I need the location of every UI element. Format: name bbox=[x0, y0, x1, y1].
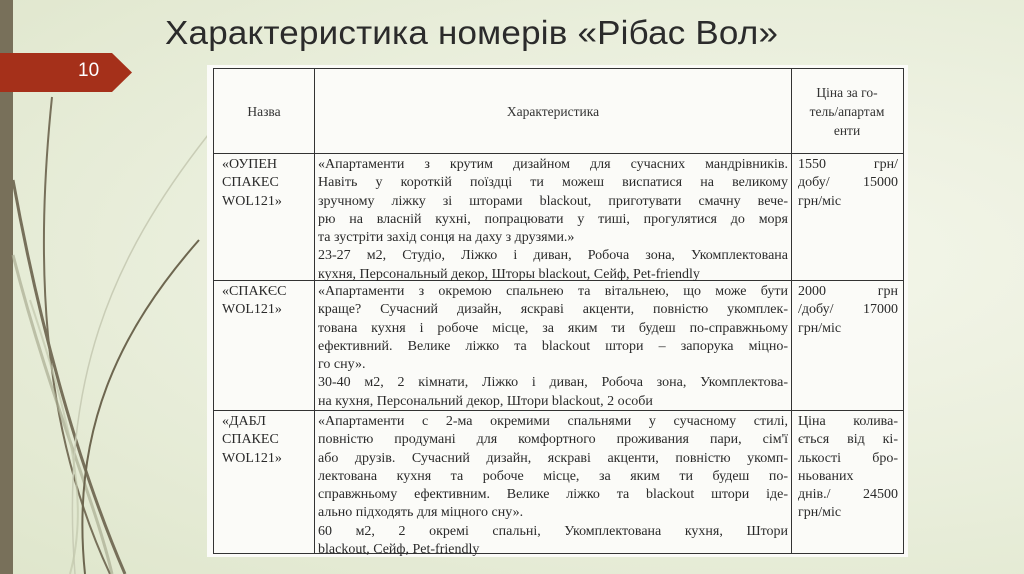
room-name-line: СПАКЕС bbox=[222, 175, 279, 191]
room-name bbox=[222, 156, 310, 211]
room-description bbox=[318, 283, 788, 411]
slide-number: 10 bbox=[78, 60, 100, 81]
room-description-line: справжньому ефективним. Велике ліжко та blackout штори іде- bbox=[318, 487, 788, 503]
room-price-line: лькості бро- bbox=[798, 450, 898, 466]
room-price-line: /добу/ 17000 bbox=[798, 302, 898, 318]
room-price bbox=[798, 283, 898, 338]
room-price-line: грн/міс bbox=[798, 505, 842, 521]
room-description-line: Навіть у короткій поїздці ти можеш виспатися на великому bbox=[318, 175, 788, 191]
room-description-line: «Апартаменти з крутим дизайном для сучасних мандрівників. bbox=[318, 157, 788, 172]
rooms-table bbox=[213, 68, 904, 558]
room-price-line: добу/ 15000 bbox=[798, 175, 898, 191]
room-name-line: WOL121» bbox=[222, 450, 282, 466]
room-name bbox=[222, 283, 310, 320]
room-name-line: «ДАБЛ bbox=[222, 414, 266, 429]
room-price-line: грн/міс bbox=[798, 320, 842, 336]
header-price bbox=[792, 83, 902, 140]
room-description-line: та зустріти захід сонця на даху з друзями.» bbox=[318, 230, 575, 246]
room-price-line: днів./ 24500 bbox=[798, 487, 898, 503]
room-description-line: blackout, Сейф, Pet-friendly bbox=[318, 542, 480, 558]
room-description-line: кухня, Персональный декор, Шторы blackout, Сейф, Pet-friendly bbox=[318, 266, 700, 282]
room-description-line: лектована кухня та робоче місце, за яким ти будеш по- bbox=[318, 468, 788, 484]
room-description bbox=[318, 413, 788, 559]
room-description-line: ально підходять для міцного сну». bbox=[318, 505, 524, 521]
room-name bbox=[222, 413, 310, 468]
room-price bbox=[798, 413, 898, 523]
room-description-line: на кухня, Персональний декор, Штори blackout, 2 особи bbox=[318, 393, 653, 409]
room-description-line: рю на власній кухні, попрацювати у тиші, прогулятися до моря bbox=[318, 211, 788, 227]
room-description-line: ефективний. Велике ліжко та blackout штори – запорука міцно- bbox=[318, 338, 788, 354]
room-price-line: 2000 грн bbox=[798, 284, 898, 299]
room-description-line: го сну». bbox=[318, 357, 366, 373]
room-description-line: 60 м2, 2 окремі спальні, Укомплектована кухня, Штори bbox=[318, 523, 788, 539]
room-price-line: ньованих bbox=[798, 468, 854, 484]
room-description-line: «Апартаменти з окремою спальнею та вітальнею, що може бути bbox=[318, 284, 788, 299]
room-price-line: ється від кі- bbox=[798, 432, 898, 448]
room-name-line: «СПАКЄС bbox=[222, 284, 287, 299]
row-divider bbox=[214, 153, 903, 154]
room-price-line: 1550 грн/ bbox=[798, 157, 898, 172]
room-description-line: «Апартаменти с 2-ма окремими спальнями у сучасному стилі, bbox=[318, 414, 788, 429]
header-name: Назва bbox=[247, 104, 281, 119]
table-image bbox=[207, 65, 908, 557]
header-price-line: Ціна за го- bbox=[816, 85, 878, 100]
room-description bbox=[318, 156, 788, 284]
header-price-line: тель/апартам bbox=[809, 104, 885, 119]
room-name-line: WOL121» bbox=[222, 193, 282, 209]
room-price-line: Ціна колива- bbox=[798, 414, 898, 429]
room-description-line: краще? Сучасний дизайн, яскраві акценти, повністю укомплек- bbox=[318, 302, 788, 318]
room-name-line: WOL121» bbox=[222, 302, 282, 318]
room-description-line: 30-40 м2, 2 кімнати, Ліжко і диван, Робоча зона, Укомплектова- bbox=[318, 375, 788, 391]
room-description-line: зручному ліжку зі шторами blackout, приготувати смачну вече- bbox=[318, 193, 788, 209]
room-description-line: повністю продумані для комфортного проживания пари, сім'ї bbox=[318, 432, 788, 448]
room-name-line: СПАКЕС bbox=[222, 432, 279, 448]
header-price-line: енти bbox=[833, 123, 861, 138]
room-description-line: 23-27 м2, Студіо, Ліжко і диван, Робоча зона, Укомплектована bbox=[318, 248, 788, 264]
column-divider bbox=[791, 69, 792, 553]
slide-title: Характеристика номерів «Рібас Вол» bbox=[165, 14, 779, 51]
room-description-line: тована кухня і робоче місце, за яким ти будеш по-справжньому bbox=[318, 320, 788, 336]
arrow-banner-shape bbox=[0, 53, 132, 92]
room-price-line: грн/міс bbox=[798, 193, 842, 209]
header-description: Характеристика bbox=[506, 104, 600, 119]
room-description-line: або друзів. Сучасний дизайн, яскраві акценти, повністю укомп- bbox=[318, 450, 788, 466]
room-price bbox=[798, 156, 898, 211]
column-divider bbox=[314, 69, 315, 553]
room-name-line: «ОУПЕН bbox=[222, 157, 278, 172]
slide-number-banner bbox=[0, 53, 132, 92]
